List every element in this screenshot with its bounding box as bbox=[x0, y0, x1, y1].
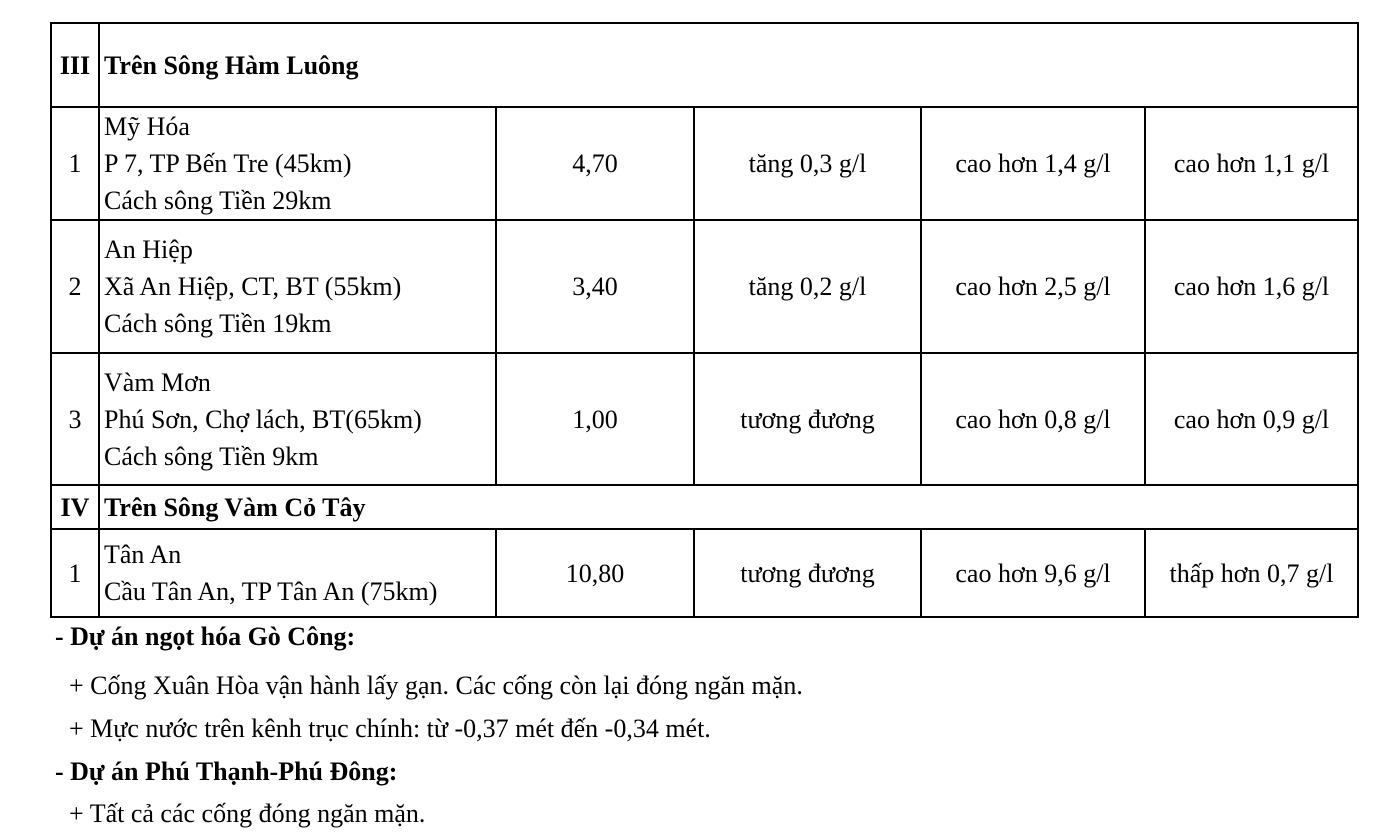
table-row bbox=[51, 353, 1358, 485]
compare-2: cao hơn 1,1 g/l bbox=[1145, 107, 1358, 220]
compare-2: thấp hơn 0,7 g/l bbox=[1145, 529, 1358, 617]
salinity-value: 3,40 bbox=[496, 220, 694, 353]
section-title: Trên Sông Hàm Luông bbox=[99, 23, 1358, 107]
station-location: P 7, TP Bến Tre (45km) bbox=[104, 149, 352, 178]
station-cell bbox=[99, 353, 496, 485]
row-number: 1 bbox=[51, 529, 99, 617]
compare-2: cao hơn 0,9 g/l bbox=[1145, 353, 1358, 485]
salinity-value: 10,80 bbox=[496, 529, 694, 617]
station-distance: Cách sông Tiền 29km bbox=[104, 186, 332, 215]
row-number: 3 bbox=[51, 353, 99, 485]
section-index: IV bbox=[51, 485, 99, 529]
table-row bbox=[51, 107, 1358, 220]
compare-1: cao hơn 1,4 g/l bbox=[921, 107, 1145, 220]
compare-1: cao hơn 9,6 g/l bbox=[921, 529, 1145, 617]
station-distance: Cách sông Tiền 9km bbox=[104, 441, 319, 471]
station-name: Vàm Mơn bbox=[104, 367, 211, 397]
compare-2: cao hơn 1,6 g/l bbox=[1145, 220, 1358, 353]
section-index: III bbox=[51, 23, 99, 107]
row-number: 2 bbox=[51, 220, 99, 353]
salinity-change: tăng 0,3 g/l bbox=[694, 107, 921, 220]
station-name: An Hiệp bbox=[104, 235, 193, 264]
table-row bbox=[51, 220, 1358, 353]
compare-1: cao hơn 2,5 g/l bbox=[921, 220, 1145, 353]
salinity-value: 4,70 bbox=[496, 107, 694, 220]
station-location: Xã An Hiệp, CT, BT (55km) bbox=[104, 272, 402, 301]
station-name: Tân An bbox=[104, 540, 182, 569]
compare-1: cao hơn 0,8 g/l bbox=[921, 353, 1145, 485]
salinity-change: tương đương bbox=[694, 529, 921, 617]
phu-thanh-heading: - Dự án Phú Thạnh-Phú Đông: bbox=[55, 757, 398, 786]
section-header-row bbox=[51, 23, 1358, 107]
station-cell bbox=[99, 107, 496, 220]
salinity-table bbox=[50, 22, 1359, 618]
table-row bbox=[51, 529, 1358, 617]
station-location: Phú Sơn, Chợ lách, BT(65km) bbox=[104, 404, 422, 434]
station-cell bbox=[99, 529, 496, 617]
station-name: Mỹ Hóa bbox=[104, 112, 190, 141]
station-cell bbox=[99, 220, 496, 353]
salinity-change: tương đương bbox=[694, 353, 921, 485]
salinity-value: 1,00 bbox=[496, 353, 694, 485]
section-title: Trên Sông Vàm Cỏ Tây bbox=[99, 485, 1358, 529]
row-number: 1 bbox=[51, 107, 99, 220]
station-location: Cầu Tân An, TP Tân An (75km) bbox=[104, 577, 438, 606]
phu-thanh-note: + Tất cả các cống đóng ngăn mặn. bbox=[69, 799, 426, 828]
go-cong-note: + Cống Xuân Hòa vận hành lấy gạn. Các cống còn lại đóng ngăn mặn. bbox=[69, 671, 803, 700]
go-cong-note: + Mực nước trên kênh trục chính: từ -0,37 mét đến -0,34 mét. bbox=[69, 714, 711, 743]
section-header-row bbox=[51, 485, 1358, 529]
station-distance: Cách sông Tiền 19km bbox=[104, 309, 332, 338]
go-cong-heading: - Dự án ngọt hóa Gò Công: bbox=[55, 622, 356, 651]
salinity-change: tăng 0,2 g/l bbox=[694, 220, 921, 353]
